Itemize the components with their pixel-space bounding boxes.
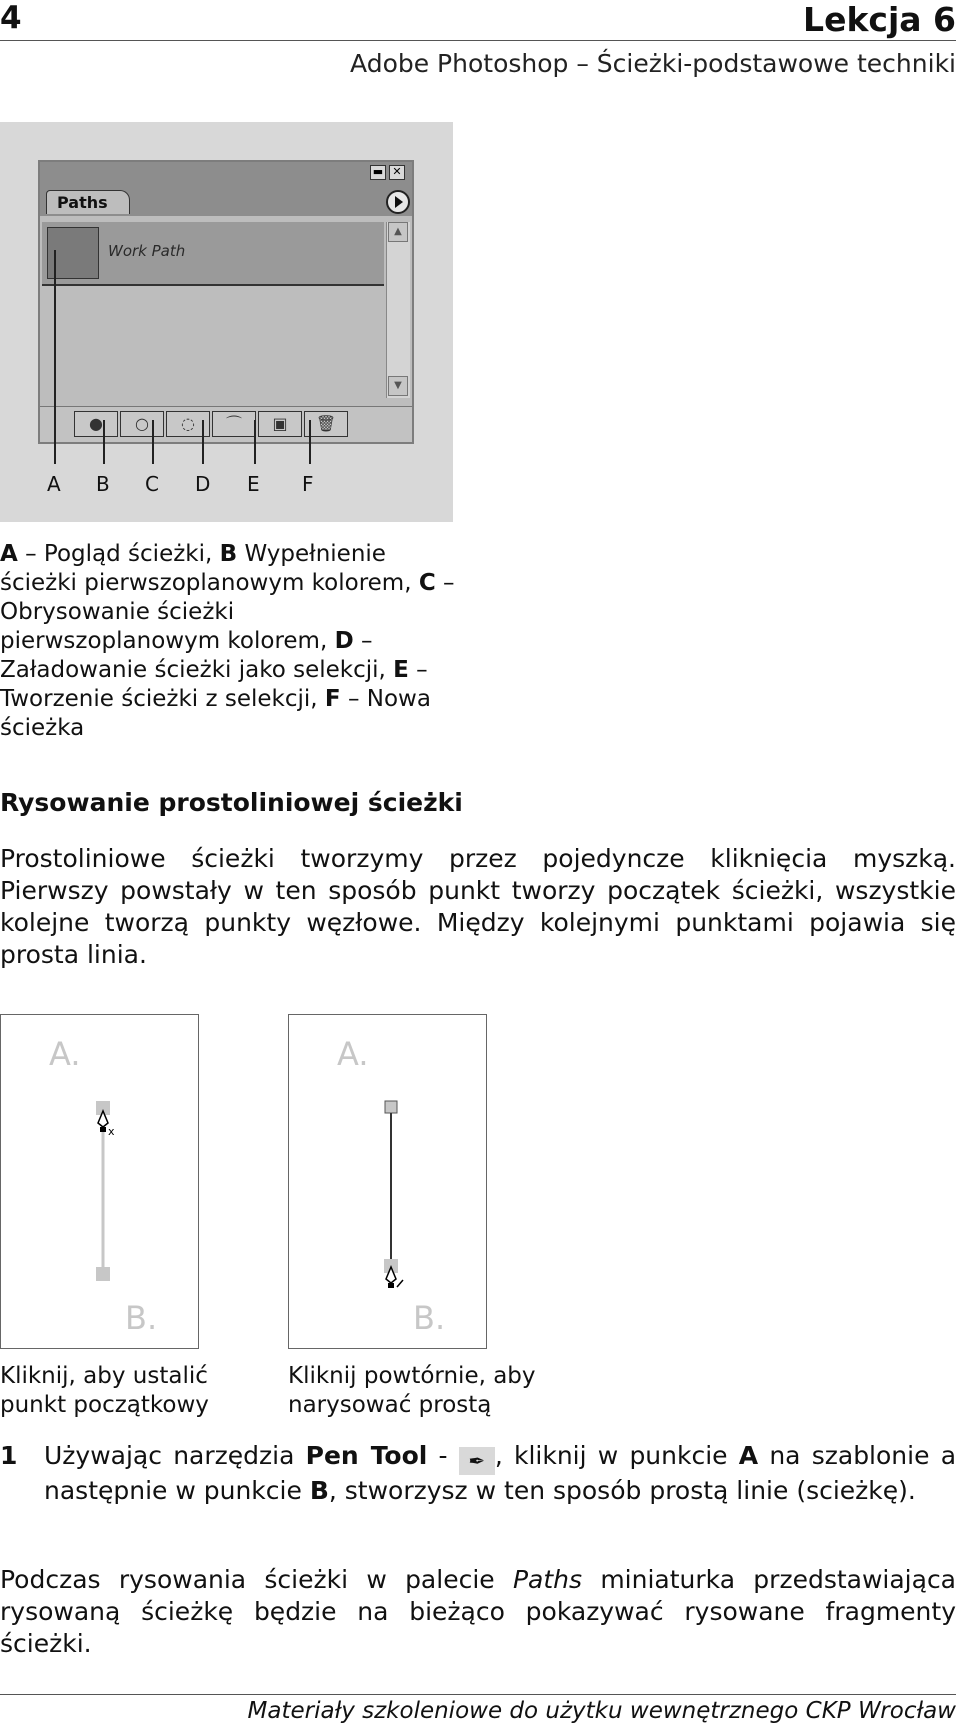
callout-line-d bbox=[202, 420, 204, 464]
pen-tool-icon: ✒ bbox=[459, 1447, 495, 1475]
callout-line-a bbox=[54, 250, 56, 464]
point-a-label: A. bbox=[49, 1035, 81, 1073]
fill-path-icon[interactable]: ● bbox=[74, 411, 118, 437]
point-b-label: B. bbox=[125, 1299, 158, 1337]
palette-titlebar bbox=[40, 162, 412, 184]
figure-caption: A – Pogląd ścieżki, B Wypełnienie ścieżki pierwszoplanowym kolorem, C – Obrysowanie ścieżki pierwszoplanowym kolorem, D – Załadowanie ścieżki jako selekcji, E – Tworzenie ścieżki z selekcji, F – Nowa ścieżka bbox=[0, 541, 455, 741]
palette-button-bar bbox=[40, 406, 412, 442]
make-work-path-icon[interactable]: ⌒ bbox=[212, 411, 256, 437]
step-text: Używając narzędzia Pen Tool - ✒ , kliknij w punkcie A na szablonie a następnie w punkcie B, stworzysz w ten sposób prostą linie (scieżkę). bbox=[44, 1441, 957, 1505]
callout-line-e bbox=[254, 420, 256, 464]
minimize-icon[interactable]: ▬ bbox=[370, 165, 386, 180]
scroll-up-icon[interactable]: ▲ bbox=[388, 222, 408, 242]
palette-menu-icon[interactable] bbox=[386, 190, 410, 214]
callout-line-b bbox=[103, 420, 105, 464]
demo-start-drawing bbox=[1, 1015, 198, 1348]
load-selection-icon[interactable]: ◌ bbox=[166, 411, 210, 437]
palette-scrollbar[interactable] bbox=[386, 222, 410, 398]
callout-letter-e: E bbox=[247, 472, 260, 496]
demo-line-drawing bbox=[289, 1015, 486, 1348]
section-heading: Rysowanie prostoliniowej ścieżki bbox=[0, 788, 463, 817]
page-footer: Materiały szkoleniowe do użytku wewnętrznego CKP Wrocław bbox=[247, 1698, 956, 1724]
demo-start-caption: Kliknij, aby ustalić punkt początkowy bbox=[0, 1363, 209, 1418]
path-row-work-path[interactable] bbox=[42, 222, 384, 286]
paths-palette-paragraph: Podczas rysowania ścieżki w palecie Paths miniaturka przedstawiająca rysowaną ścieżkę będzie na bieżąco pokazywać rysowane fragmenty ścieżki. bbox=[0, 1565, 957, 1658]
page-number: 4 bbox=[0, 0, 22, 36]
point-a-label: A. bbox=[337, 1035, 369, 1073]
callout-letter-d: D bbox=[195, 472, 211, 496]
pen-cursor-icon bbox=[98, 1111, 115, 1138]
path-row-label: Work Path bbox=[108, 242, 186, 260]
header-rule bbox=[0, 40, 956, 41]
svg-text:x: x bbox=[108, 1125, 115, 1138]
point-b-label: B. bbox=[413, 1299, 446, 1337]
callout-line-c bbox=[152, 420, 154, 464]
demo-draw-line bbox=[288, 1014, 487, 1349]
callout-letter-a: A bbox=[47, 472, 61, 496]
callout-line-f bbox=[309, 420, 311, 464]
scroll-down-icon[interactable]: ▼ bbox=[388, 376, 408, 396]
step-number: 1 bbox=[0, 1441, 18, 1470]
footer-rule bbox=[0, 1694, 956, 1695]
stroke-path-icon[interactable]: ○ bbox=[120, 411, 164, 437]
tab-paths[interactable]: Paths bbox=[46, 190, 130, 214]
callout-letter-f: F bbox=[302, 472, 314, 496]
close-icon[interactable]: ✕ bbox=[389, 165, 405, 180]
new-path-icon[interactable]: ▣ bbox=[258, 411, 302, 437]
lesson-title: Lekcja 6 bbox=[803, 0, 956, 39]
section-paragraph: Prostoliniowe ścieżki tworzymy przez pojedyncze kliknięcia myszką. Pierwszy powstały w ten sposób punkt tworzy początek ścieżki, wszystkie kolejne tworzą punkty węzłowe. Między kolejnymi punktami pojawia się prosta linia. bbox=[0, 844, 956, 969]
trash-icon[interactable]: 🗑 bbox=[304, 411, 348, 437]
demo-start-point bbox=[0, 1014, 199, 1349]
page-subtitle: Adobe Photoshop – Ścieżki-podstawowe techniki bbox=[350, 49, 956, 78]
callout-letter-b: B bbox=[96, 472, 110, 496]
demo-line-caption: Kliknij powtórnie, aby narysować prostą bbox=[288, 1363, 536, 1418]
paths-palette bbox=[38, 160, 414, 444]
callout-letter-c: C bbox=[145, 472, 159, 496]
